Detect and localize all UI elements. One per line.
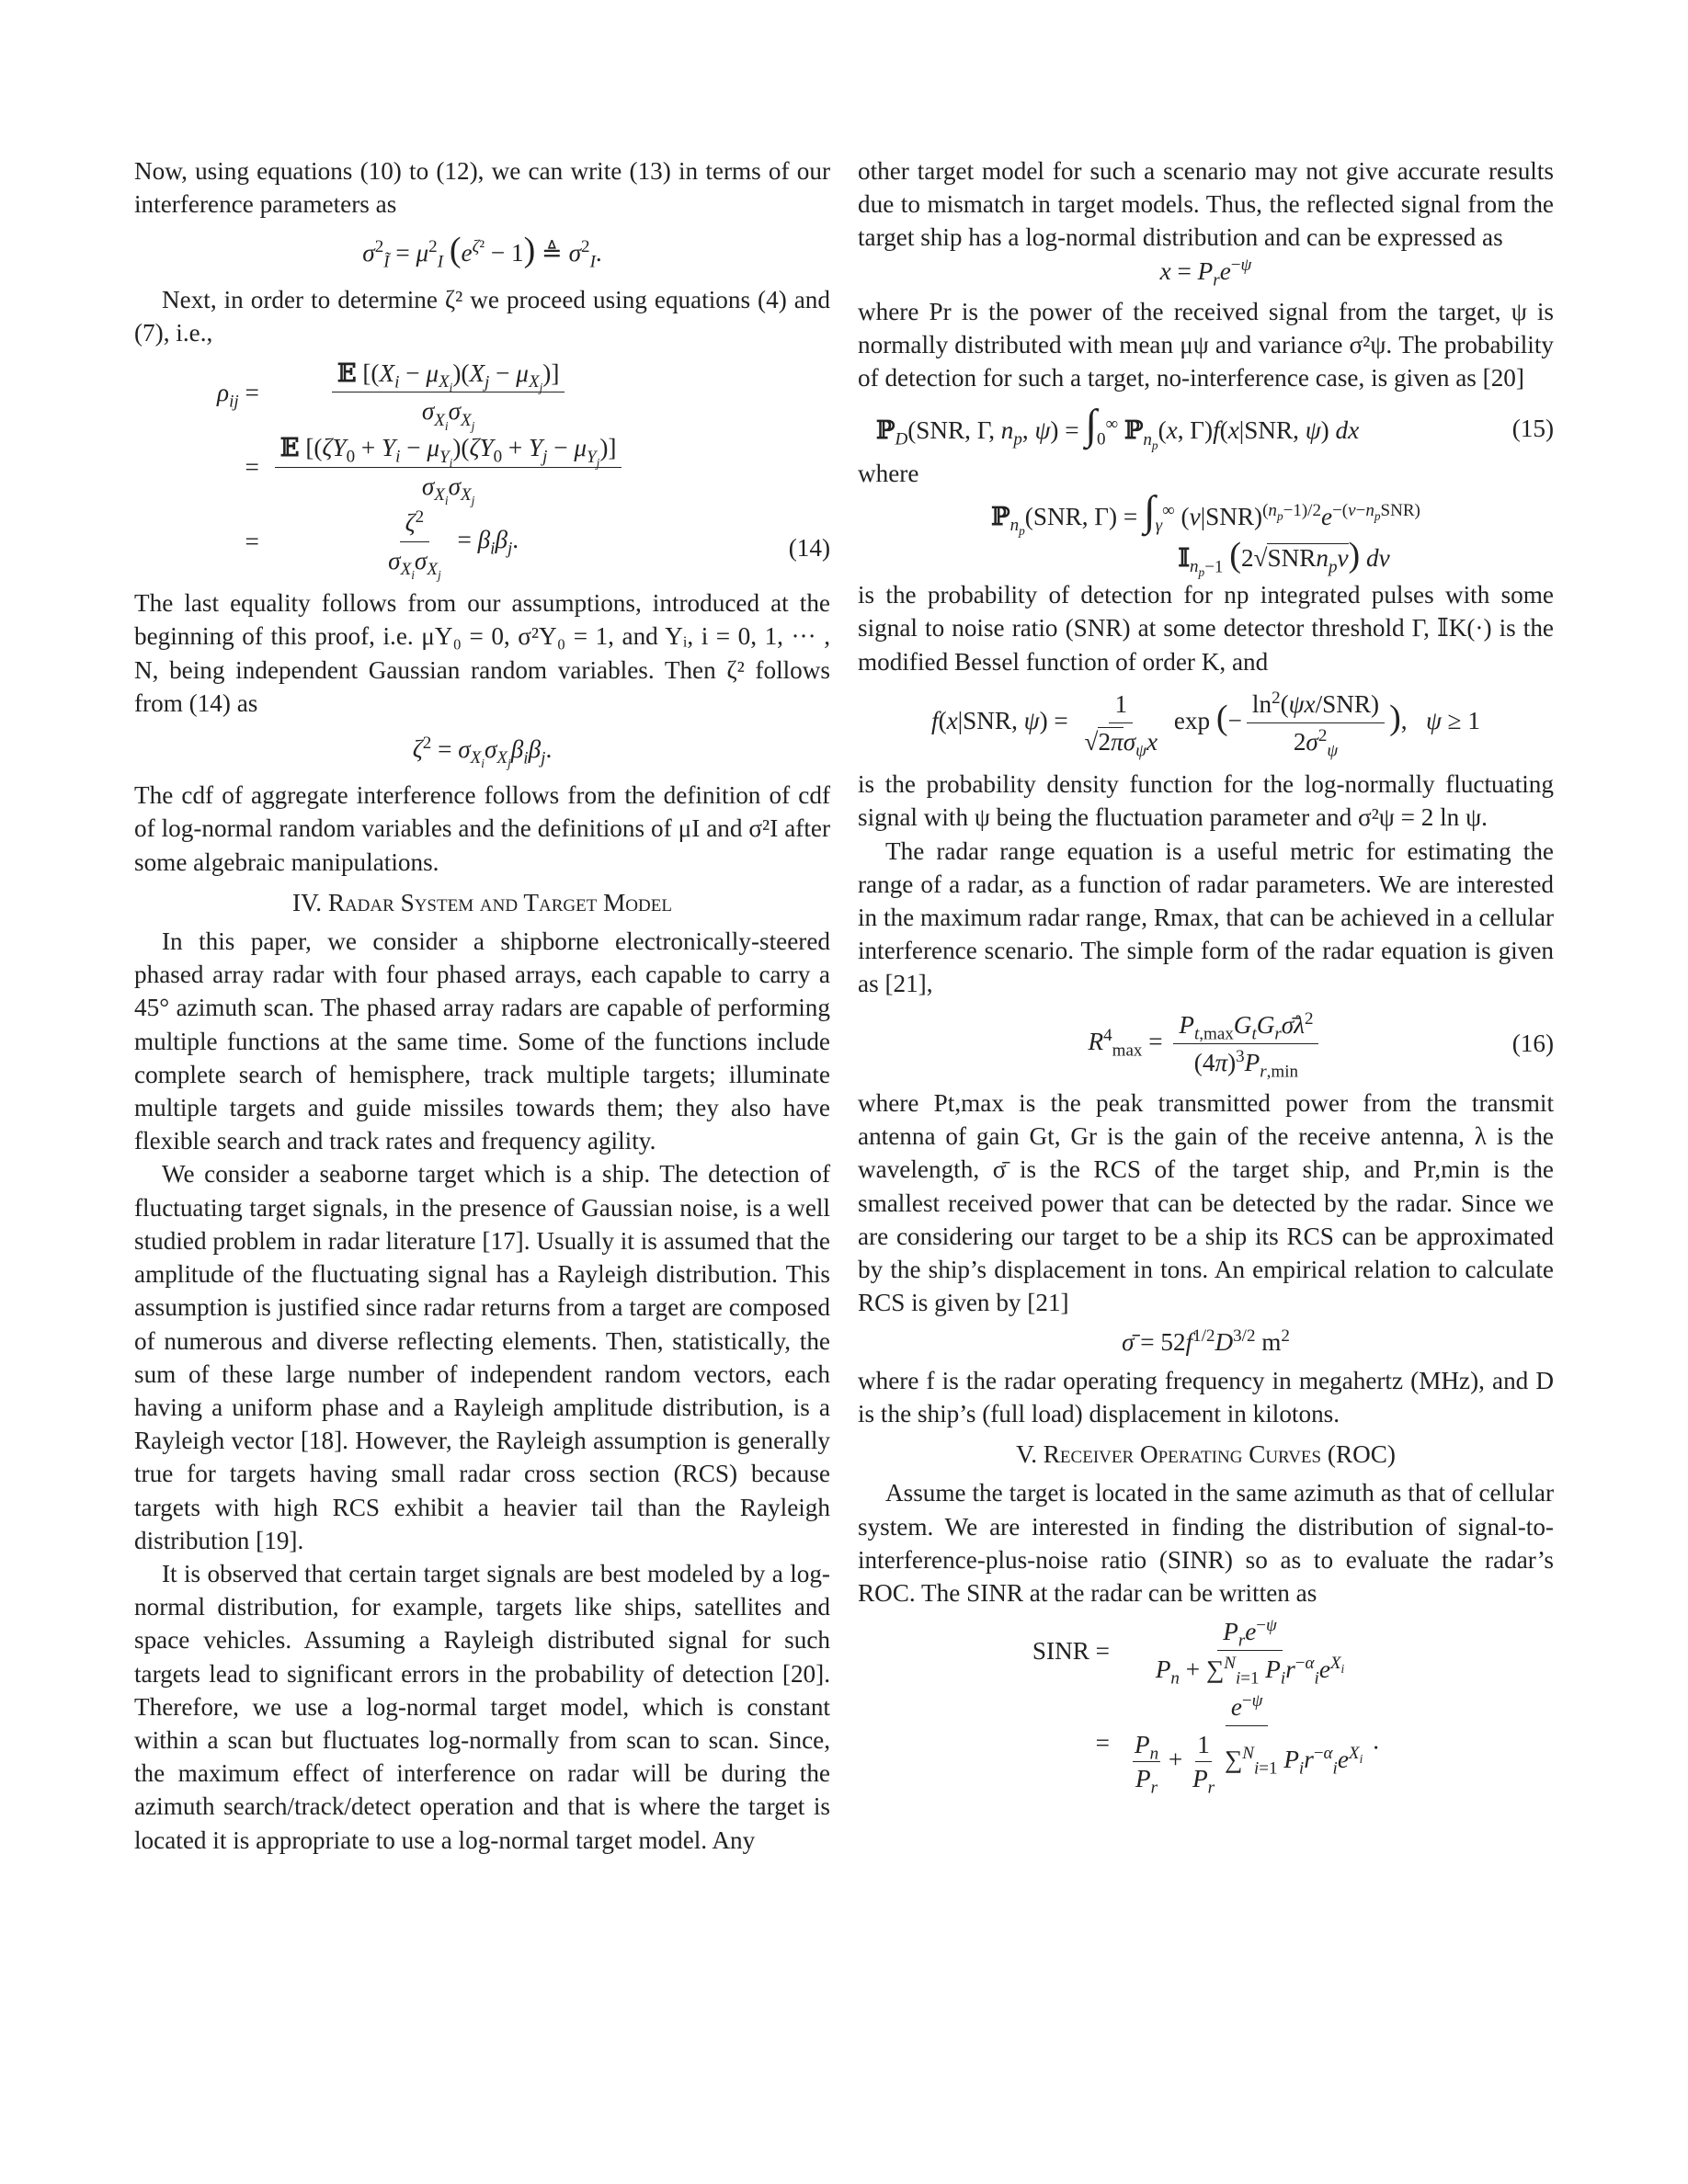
paragraph: In this paper, we consider a shipborne electronically-steered phased array radar with four phased arrays, each capable to carry a 45° azimuth scan. The phased array radars are capable of performing multiple functions at the same time. Some of the functions include complete search of hemisphere, track multiple targets; illuminate multiple targets and guide missiles towards them; they also have flexible search and track rates and frequency agility. — [134, 927, 830, 1155]
equation-14: $\rho_{ij}$ = $\frac{𝔼 [(X_i - \mu_{X_i})(X_j - \mu_{X_j})]}{\sigma_{X_i}\sigma_{X_j}}$ = $\frac{𝔼 [(\zeta Y_0 + Y_i - \mu_{Y_i})(\zeta Y_0 + Y_j - \mu_{Y_j})]}{\sigma_{X_i}\sigma_{X_j}}$ = $\frac{\zeta^2}{\sigma_{X_i}\sigma_{X_j}}$ = $\beta_i\beta_j$. (14) — [217, 358, 830, 583]
paragraph: It is observed that certain target signals are best modeled by a log-normal distribution, for example, targets like ships, satellites and space vehicles. Assuming a Rayleigh distributed signal for such targets lead to significant errors in the probability of detection [20]. Therefore, we use a log-normal target model, which is constant within a scan but fluctuates log-normally from scan to scan. Since, the maximum effect of interference on radar will be during the azimuth search/track/detect operation and that is where the target is located it is appropriate to use a log-normal target model. Any — [134, 1559, 830, 1854]
paragraph: Next, in order to determine ζ² we proceed using equations (4) and (7), i.e., — [134, 285, 830, 347]
paragraph: Now, using equations (10) to (12), we can write (13) in terms of our interference parameters as — [134, 157, 830, 219]
equation-pnp: ℙ$_{n_p}$(SNR, $\Gamma) = \int_\gamma^\infty$ $(v|SNR)^{(n_p-1)/2}e^{-(v-n_pSNR)}$ 𝕀$_{n_p-1}$ (2√SNRn$_p$v) dv — [991, 487, 1420, 580]
equation-pdf: f(x|SNR, ψ) = $\frac{1}{√2\pi\sigma_\psi x}$ exp (− $\frac{\ln^2(\psi x/SNR)}{2\sigma^2_\psi}$ ), ψ ≥ 1 — [931, 688, 1480, 761]
paragraph: is the probability of detection for np integrated pulses with some signal to noise ratio (SNR) at some detector threshold Γ, 𝕀K(·) is the modified Bessel function of order K, and — [858, 581, 1554, 676]
equation-sigma-i: $\sigma^2_Ĩ = \mu^2_I$ $(e^{\zeta^2} - 1)$ ≜ $\sigma^2_I$. — [362, 231, 602, 272]
section-heading — [134, 886, 830, 919]
section-title: Radar System and Target Model — [327, 888, 672, 916]
equation-number: (15) — [1511, 414, 1554, 442]
paragraph: where — [858, 459, 919, 487]
paragraph: Assume the target is located in the same azimuth as that of cellular system. We are interested in finding the distribution of signal-to-interference-plus-noise ratio (SINR) so as to evaluate the radar’s ROC. The SINR at the radar can be written as — [858, 1479, 1554, 1607]
equation-rcs: σ̄ = $52f^{1/2}D^{3/2}$ $m^2$ — [1122, 1325, 1290, 1356]
paragraph: The radar range equation is a useful metric for estimating the range of a radar, as a function of radar parameters. We are interested in the maximum radar range, Rmax, that can be achieved in a cellular interference scenario. The simple form of the radar equation is given as [21], — [858, 836, 1554, 998]
left-column — [134, 154, 830, 1857]
section-heading — [858, 1438, 1554, 1471]
paragraph: where f is the radar operating frequency in megahertz (MHz), and D is the ship’s (full load) displacement in kilotons. — [858, 1366, 1554, 1428]
equation-zeta: $\zeta^2 = \sigma_{X_i}\sigma_{X_j}\beta_i\beta_j$. — [412, 733, 553, 771]
paragraph: where Pr is the power of the received signal from the target, ψ is normally distributed with mean μψ and variance σ²ψ. The probability of detection for such a target, no-interference case, is given as [20] — [858, 297, 1554, 392]
equation-number: (14) — [788, 534, 830, 563]
paragraph: is the probability density function for the log-normally fluctuating signal with ψ being the fluctuation parameter and σ²ψ = 2 ln ψ. — [858, 770, 1554, 832]
equation-15: ℙ$_D$(SNR, Γ, $n_p$, $\psi) = \int_0^\infty$ ℙ$_{n_p}$(x, Γ)f(x|SNR, ψ) dx (15) — [876, 402, 1554, 452]
section-number: V. — [1016, 1440, 1037, 1469]
paragraph: We consider a seaborne target which is a ship. The detection of fluctuating target signals, in the presence of Gaussian noise, is a well studied problem in radar literature [17]. Usually it is assumed that the amplitude of the fluctuating signal has a Rayleigh distribution. This assumption is justified since radar returns from a target are composed of numerous and diverse reflecting elements. Then, statistically, the sum of these large number of independent random vectors, each having a uniform phase and a Rayleigh amplitude distribution, is a Rayleigh vector [18]. However, the Rayleigh assumption is generally true for targets having small radar cross section (RCS) because targets with high RCS exhibit a heavier tail than the Rayleigh distribution [19]. — [134, 1160, 830, 1554]
paragraph: The cdf of aggregate interference follows from the definition of cdf of log-normal random variables and the definitions of μI and σ²I after some algebraic manipulations. — [134, 781, 830, 876]
section-title: Receiver Operating Curves (ROC) — [1043, 1440, 1396, 1469]
right-column — [858, 154, 1554, 1801]
equation-number: (16) — [1511, 1029, 1554, 1058]
paragraph: where Pt,max is the peak transmitted power from the transmit antenna of gain Gt, Gr is the gain of the receive antenna, λ is the wavelength, σ̄ is the RCS of the target ship, and Pr,min is the smallest received power that can be detected by the radar. Since we are considering our target to be a ship its RCS can be approximated by the ship’s displacement in tons. An empirical relation to calculate RCS is given by [21] — [858, 1089, 1554, 1317]
equation-signal: $x = P_re^{-\psi}$ — [1159, 255, 1252, 290]
paragraph: The last equality follows from our assumptions, introduced at the beginning of this proof, i.e. μY₀ = 0, σ²Y₀ = 1, and Yᵢ, i = 0, 1, ··· , N, being independent Gaussian random variables. Then ζ² follows from (14) as — [134, 589, 830, 717]
equation-sinr: SINR = $\frac{P_re^{-\psi}}{P_n + \sum^N_{i=1} P_ir^{-\alpha}_ie^{X_i}}$ = $e^{-\psi}$ $\frac{P_n}{P_r}$ + $\frac{1}{P_r}$ ∑$^N_{i=1}$ $P_ir^{-\alpha}_ie^{X_i}$ . — [1032, 1616, 1380, 1798]
paragraph: other target model for such a scenario may not give accurate results due to mismatch in target models. Thus, the reflected signal from the target ship has a log-normal distribution and can be expressed as — [858, 157, 1554, 252]
section-number: IV. — [292, 888, 323, 916]
equation-16: $R^4_{max}$ = $\frac{P_{t,max}G_tG_r\sigmā\lambda^2}{(4\pi)^3P_{r,min}}$ (16) — [1088, 1008, 1554, 1082]
